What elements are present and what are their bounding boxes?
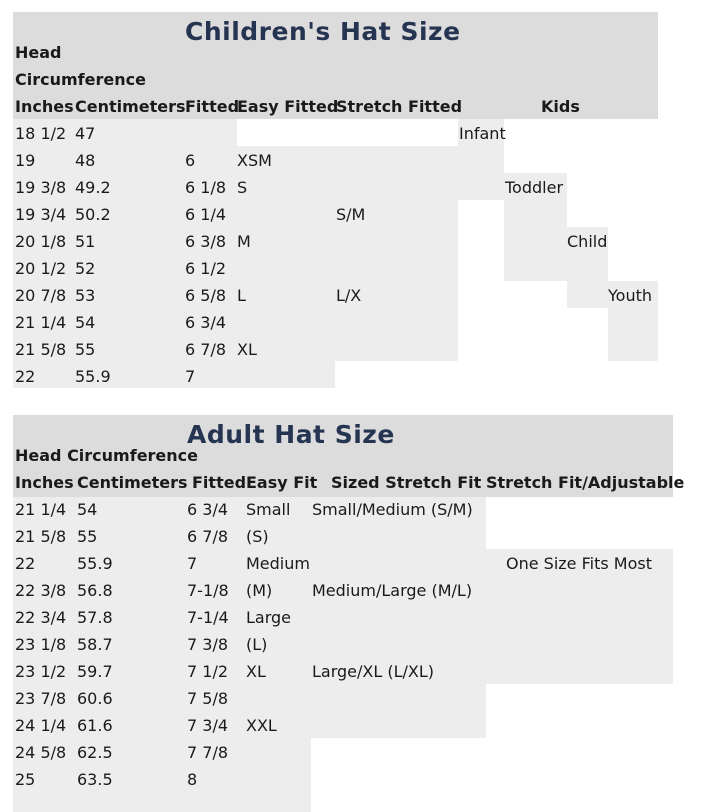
- adult-easy-sized-shade: [311, 497, 486, 738]
- cell-inches: 19 3/8: [15, 178, 67, 197]
- cell-inches: 23 1/8: [15, 635, 67, 654]
- cell-easy: (S): [246, 527, 269, 546]
- cell-fitted: 6 7/8: [185, 340, 227, 359]
- cell-inches: 21 1/4: [15, 500, 67, 519]
- cell-fitted: 7 3/8: [187, 635, 229, 654]
- cell-inches: 19: [15, 151, 36, 170]
- one-size-fits-most-label: One Size Fits Most: [506, 554, 652, 573]
- cell-easy: XXL: [246, 716, 277, 735]
- cell-fitted: 8: [187, 770, 198, 789]
- cell-inches: 18 1/2: [15, 124, 67, 143]
- cell-inches: 19 3/4: [15, 205, 67, 224]
- cell-fitted: 6 7/8: [187, 527, 229, 546]
- cell-cm: 55: [75, 340, 96, 359]
- cell-inches: 23 7/8: [15, 689, 67, 708]
- cell-fitted: 7-1/4: [187, 608, 229, 627]
- cell-cm: 56.8: [77, 581, 113, 600]
- cell-stretch: L/X: [336, 286, 362, 305]
- header-centimeters: Centimeters: [75, 97, 186, 116]
- cell-inches: 23 1/2: [15, 662, 67, 681]
- header-centimeters: Centimeters: [77, 473, 188, 492]
- cell-fitted: 7: [187, 554, 198, 573]
- cell-cm: 54: [75, 313, 96, 332]
- cell-easy: XSM: [237, 151, 272, 170]
- kids-child-label: Child: [567, 232, 608, 251]
- cell-sized: Large/XL (L/XL): [312, 662, 435, 681]
- cell-cm: 62.5: [77, 743, 113, 762]
- header-easy-fitted: Easy Fitted: [237, 97, 339, 116]
- cell-cm: 53: [75, 286, 96, 305]
- cell-fitted: 6 1/8: [185, 178, 227, 197]
- header-stretch-fit-adjustable: Stretch Fit/Adjustable: [486, 473, 685, 492]
- cell-sized: Small/Medium (S/M): [312, 500, 473, 519]
- cell-cm: 50.2: [75, 205, 111, 224]
- kids-youth-label: Youth: [608, 286, 652, 305]
- kids-infant-label: Infant: [459, 124, 506, 143]
- cell-fitted: 6 3/4: [187, 500, 229, 519]
- cell-cm: 58.7: [77, 635, 113, 654]
- cell-inches: 24 1/4: [15, 716, 67, 735]
- cell-fitted: 7 5/8: [187, 689, 229, 708]
- cell-cm: 59.7: [77, 662, 113, 681]
- cell-easy: Small: [246, 500, 291, 519]
- cell-cm: 55.9: [77, 554, 113, 573]
- cell-easy: L: [237, 286, 246, 305]
- header-kids: Kids: [541, 97, 580, 116]
- cell-fitted: 6 5/8: [185, 286, 227, 305]
- cell-fitted: 6 1/4: [185, 205, 227, 224]
- cell-fitted: 7 3/4: [187, 716, 229, 735]
- cell-easy: XL: [237, 340, 257, 359]
- cell-inches: 22: [15, 554, 36, 573]
- children-title: Children's Hat Size: [185, 17, 461, 46]
- header-fitted: Fitted: [185, 97, 240, 116]
- cell-fitted: 6: [185, 151, 196, 170]
- cell-cm: 49.2: [75, 178, 111, 197]
- header-inches: Inches: [15, 97, 74, 116]
- cell-inches: 21 5/8: [15, 527, 67, 546]
- cell-cm: 63.5: [77, 770, 113, 789]
- cell-cm: 57.8: [77, 608, 113, 627]
- cell-inches: 24 5/8: [15, 743, 67, 762]
- header-stretch-fitted: Stretch Fitted: [336, 97, 463, 116]
- cell-fitted: 7 1/2: [187, 662, 229, 681]
- header-fitted: Fitted: [192, 473, 247, 492]
- header-head-circumference: Head Circumference: [15, 446, 199, 465]
- cell-cm: 60.6: [77, 689, 113, 708]
- cell-fitted: 6 3/4: [185, 313, 227, 332]
- cell-fitted: 6 3/8: [185, 232, 227, 251]
- cell-cm: 48: [75, 151, 96, 170]
- cell-cm: 55: [77, 527, 98, 546]
- kids-toddler-label: Toddler: [505, 178, 564, 197]
- cell-easy: XL: [246, 662, 266, 681]
- cell-inches: 20 1/2: [15, 259, 67, 278]
- cell-inches: 20 1/8: [15, 232, 67, 251]
- cell-easy: Large: [246, 608, 292, 627]
- cell-cm: 52: [75, 259, 96, 278]
- cell-easy: M: [237, 232, 251, 251]
- cell-inches: 25: [15, 770, 36, 789]
- cell-easy: (L): [246, 635, 268, 654]
- header-inches: Inches: [15, 473, 74, 492]
- header-sized-stretch-fit: Sized Stretch Fit: [331, 473, 482, 492]
- cell-cm: 54: [77, 500, 98, 519]
- cell-inches: 21 5/8: [15, 340, 67, 359]
- cell-cm: 51: [75, 232, 96, 251]
- cell-inches: 22 3/4: [15, 608, 67, 627]
- cell-fitted: 7-1/8: [187, 581, 229, 600]
- cell-cm: 61.6: [77, 716, 113, 735]
- cell-fitted: 7 7/8: [187, 743, 229, 762]
- adult-title: Adult Hat Size: [187, 420, 395, 449]
- cell-cm: 55.9: [75, 367, 111, 386]
- header-head: Head: [15, 43, 62, 62]
- cell-sized: Medium/Large (M/L): [312, 581, 473, 600]
- cell-fitted: 6 1/2: [185, 259, 227, 278]
- cell-fitted: 7: [185, 367, 196, 386]
- cell-stretch: S/M: [336, 205, 366, 224]
- cell-easy: (M): [246, 581, 273, 600]
- cell-easy: S: [237, 178, 248, 197]
- cell-easy: Medium: [246, 554, 310, 573]
- cell-inches: 21 1/4: [15, 313, 67, 332]
- header-easy-fit: Easy Fit: [246, 473, 318, 492]
- cell-inches: 22 3/8: [15, 581, 67, 600]
- cell-inches: 22: [15, 367, 36, 386]
- cell-cm: 47: [75, 124, 96, 143]
- cell-inches: 20 7/8: [15, 286, 67, 305]
- header-circumference: Circumference: [15, 70, 146, 89]
